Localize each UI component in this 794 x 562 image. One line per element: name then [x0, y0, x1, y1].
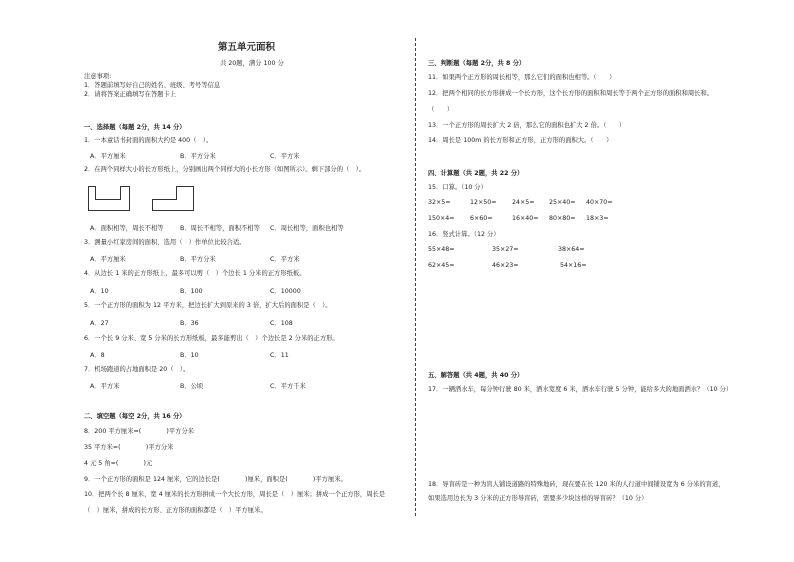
question-10-line-1: 10．把两个长 8 厘米，宽 4 厘米的长方形拼成一个大长方形，周长是（ ）厘米；拼成一个正方形，周长是	[84, 491, 386, 498]
rectangle-figure-2	[152, 186, 194, 211]
oral-item: 32×5=	[428, 199, 451, 206]
notes-title: 注意事项:	[84, 73, 112, 80]
question-4-option-b[interactable]: B．100	[180, 288, 203, 295]
question-3-option-a[interactable]: A．平方厘米	[90, 256, 126, 263]
oral-item: 80×80=	[549, 215, 576, 222]
oral-item: 40×70=	[586, 199, 613, 206]
oral-item: 150×4=	[428, 215, 455, 222]
section-judge-heading: 三、判断题（每题 2分，共 8 分）	[428, 60, 526, 67]
question-4-option-a[interactable]: A．10	[90, 288, 109, 295]
question-13: 13．一个正方形的周长扩大 2 倍，那么它的面积也扩大 2 倍。（ ）	[428, 122, 626, 129]
question-8-line-1: 8．200 平方厘米=( )平方分米	[84, 428, 195, 435]
question-1-option-a[interactable]: A．平方厘米	[90, 153, 126, 160]
question-7-option-c[interactable]: C．平方千米	[270, 383, 306, 390]
section-fill-heading: 二、填空题（每空 2分，共 16 分）	[84, 413, 186, 420]
question-6-option-a[interactable]: A．8	[90, 352, 105, 359]
question-4: 4．从边长 1 米的正方形纸上，最多可以剪（ ）个边长 1 分米的正方形纸板。	[84, 270, 306, 277]
question-17: 17．一辆洒水车，每分钟行驶 80 米，洒水宽度 6 米，洒水车行驶 5 分钟，能给多大的地面洒水？（10 分）	[428, 386, 733, 393]
section-choice-heading: 一、选择题（每题 2分，共 14 分）	[84, 124, 186, 131]
question-5-option-c[interactable]: C．108	[270, 320, 293, 327]
question-18-line-1: 18．导盲砖是一种为盲人铺设道路的特殊地砖，现在要在长 120 米的人行道中间铺设宽为 6 分米的盲道，	[428, 481, 725, 488]
question-6-option-b[interactable]: B．10	[180, 352, 199, 359]
vertical-item: 55×48=	[428, 246, 455, 253]
question-5-option-b[interactable]: B．36	[180, 320, 199, 327]
question-8-line-2: 35 平方米=( )平方分米	[84, 444, 174, 451]
question-6-option-c[interactable]: C．11	[270, 352, 289, 359]
question-7-option-b[interactable]: B．公顷	[180, 383, 204, 390]
question-18-line-2: 如果选用边长为 3 分米的正方形导盲砖，需要多少块这样的导盲砖？（10 分）	[428, 495, 648, 502]
question-4-option-c[interactable]: C．10000	[270, 288, 301, 295]
vertical-item: 62×45=	[428, 262, 455, 269]
section-calc-heading: 四、计算题（共 2题，共 22 分）	[428, 170, 524, 177]
question-1-option-c[interactable]: C．平方米	[270, 153, 300, 160]
question-2: 2．在两个同样大小的长方形纸上，分别画出两个同样大的小长方形（如图所示）。剩下部分的（ ）。	[84, 166, 366, 173]
question-3: 3．测量小红家房间的面积，选用（ ）作单位比较合适。	[84, 239, 246, 246]
oral-item: 6×60=	[470, 215, 493, 222]
oral-item: 12×50=	[470, 199, 497, 206]
vertical-item: 46×23=	[492, 262, 519, 269]
question-2-option-c[interactable]: C．周长相等，面积也相等	[270, 225, 344, 232]
note-2: 2．请将答案正确填写在答题卡上	[84, 91, 177, 98]
question-7: 7．机场跑道的占地面积是 20（ ）。	[84, 366, 190, 373]
question-3-option-b[interactable]: B．平方分米	[180, 256, 216, 263]
page-title: 第五单元面积	[218, 42, 276, 53]
section-answer-heading: 五、解答题（共 4题，共 40 分）	[428, 372, 524, 379]
page-subtitle: 共 20题，满分 100 分	[220, 60, 284, 67]
oral-item: 18×3=	[586, 215, 609, 222]
note-1: 1．答题前填写好自己的姓名、班级、考号等信息	[84, 82, 221, 89]
question-16: 16．竖式计算。（12 分）	[428, 231, 500, 238]
question-7-option-a[interactable]: A．平方米	[90, 383, 120, 390]
vertical-item: 35×27=	[492, 246, 519, 253]
inner-rectangle-2	[152, 186, 177, 200]
question-14: 14．周长是 100m 的长方形和正方形，正方形的面积大。（ ）	[428, 137, 613, 144]
question-11: 11．如果两个正方形的周长相等，那么它们的面积也相等。（ ）	[428, 74, 616, 81]
oral-item: 25×40=	[549, 199, 576, 206]
question-2-option-b[interactable]: B．周长不相等，面积不相等	[180, 225, 260, 232]
question-12-line-1: 12．把两个相同的长方形拼成一个长方形，这个长方形的面积和周长等于两个正方形的面积和周长和。	[428, 90, 714, 97]
question-2-option-a[interactable]: A．面积相等，周长不相等	[90, 225, 164, 232]
rectangle-figure-1	[88, 186, 130, 211]
vertical-item: 54×16=	[560, 262, 587, 269]
vertical-item: 38×64=	[558, 246, 585, 253]
question-5-option-a[interactable]: A．27	[90, 320, 109, 327]
column-divider	[415, 38, 416, 516]
question-3-option-c[interactable]: C．平方米	[270, 256, 300, 263]
question-9: 9．一个正方形的面积是 124 厘米，它的边长是( )厘米，面积是( )平方厘米。	[84, 476, 347, 483]
oral-item: 16×40=	[512, 215, 539, 222]
question-8-line-3: 4 元 5 角=( )元	[84, 460, 153, 467]
oral-item: 24×5=	[512, 199, 535, 206]
question-10-line-2: （ ）厘米，拼成的长方形、正方形的面积都是（ ）平方厘米。	[84, 507, 267, 514]
question-5: 5．一个正方形的面积为 12 平方米，把边长扩大到原来的 3 倍，扩大后的面积是（ ）。	[84, 302, 332, 309]
question-1-option-b[interactable]: B．平方分米	[180, 153, 216, 160]
question-12-line-2: （ ）	[428, 106, 454, 113]
question-6: 6．一个长 9 分米、宽 5 分米的长方形纸板，最多能剪出（ ）个边长是 2 分米的正方形。	[84, 335, 339, 342]
question-15: 15．口算。（10 分）	[428, 184, 487, 191]
question-1: 1．一本童话书封面的面积大约是 400（ ）。	[84, 137, 213, 144]
inner-rectangle-1	[95, 186, 121, 200]
